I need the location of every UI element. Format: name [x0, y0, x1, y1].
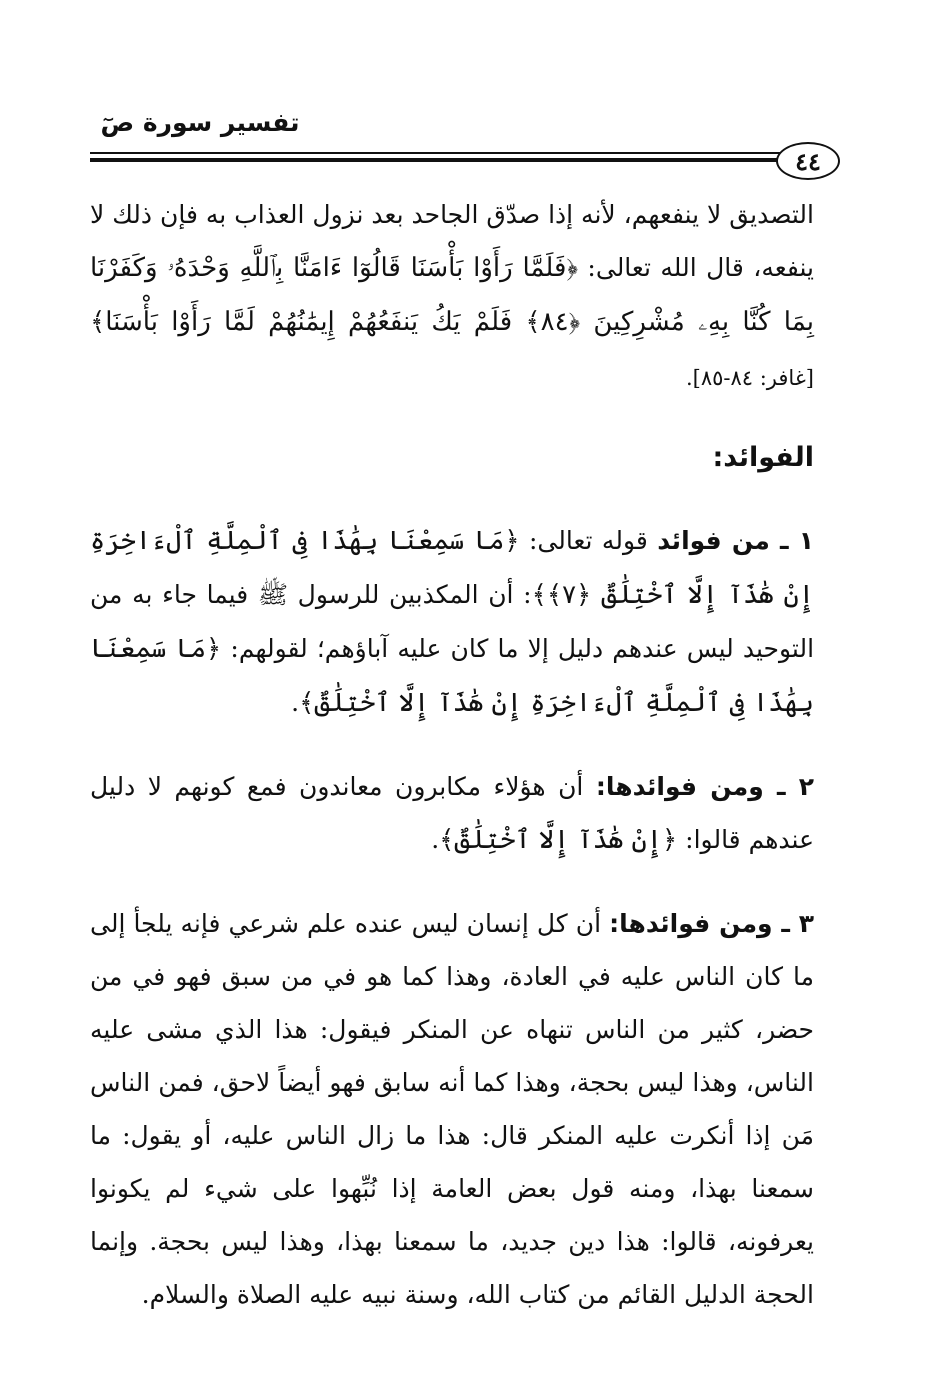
page-number: ٤٤ [776, 142, 840, 180]
header-rule-thick [90, 158, 790, 162]
paragraph-text: . [291, 688, 300, 717]
paragraph-text: أن كل إنسان ليس عنده علم شرعي فإنه يلجأ إلى ما كان الناس عليه في العادة، وهذا كما هو في من سبق فهو في من حضر، كثير من الناس تنهاه عن المنكر فيقول: هذا الذي مشى عليه الناس، وهذا ليس بحجة، وهذا كما أنه سابق فهو أيضاً لاحق، فمن الناس مَن إذا أنكرت عليه المنكر قال: هذا ما زال الناس عليه، أو يقول: ما سمعنا بهذا، ومنه قول بعض العامة إذا نُبِّهوا على شيء لم يكونوا يعرفونه، قالوا: هذا دين جديد، ما سمعنا بهذا، وهذا ليس بحجة. وإنما الحجة الدليل القائم من كتاب الله، وسنة نبيه عليه الصلاة والسلام. [90, 909, 814, 1309]
quran-quote: ﴿فَلَمَّا رَأَوْا بَأْسَنَا قَالُوٓا ءَامَنَّا بِٱللَّهِ وَحْدَهُۥ وَكَفَرْنَا بِمَا كُنَّا بِهِۦ مُشْرِكِينَ ﴿٨٤﴾ فَلَمْ يَكُ يَنفَعُهُمْ إِيمَٰنُهُمْ لَمَّا رَأَوْا بَأْسَنَا﴾ [90, 253, 814, 337]
benefit-3 [90, 897, 814, 1321]
benefit-lead: ٣ ـ ومن فوائدها: [609, 909, 814, 938]
benefit-lead: ١ ـ من فوائد [657, 526, 814, 555]
page-body [90, 188, 814, 1321]
quran-quote: ﴿مَا سَمِعْنَا بِهَٰذَا فِى ٱلْمِلَّةِ ٱلْءَاخِرَةِ إِنْ هَٰذَآ إِلَّا ٱخْتِلَٰقٌ ﴿٧﴾﴾ [90, 526, 814, 610]
benefit-2 [90, 760, 814, 867]
paragraph-text: : أن المكذبين للرسول ﷺ فيما جاء به من التوحيد ليس عندهم دليل إلا ما كان عليه آباؤهم؛ لقولهم: [90, 580, 815, 663]
quran-reference: [غافر: ٨٤-٨٥]. [685, 366, 814, 390]
benefit-1 [90, 514, 814, 730]
quran-quote: ﴿إِنْ هَٰذَآ إِلَّا ٱخْتِلَٰقٌ﴾ [439, 825, 678, 855]
quran-quote: ﴿مَا سَمِعْنَا بِهَٰذَا فِى ٱلْمِلَّةِ ٱلْءَاخِرَةِ إِنْ هَٰذَآ إِلَّا ٱخْتِلَٰقٌ﴾ [90, 634, 814, 718]
paragraph-text: . [431, 825, 440, 854]
paragraph-text: التصديق لا ينفعهم، لأنه إذا صدّق الجاحد بعد نزول العذاب به فإن ذلك لا ينفعه، قال الله تعالى: [90, 200, 814, 282]
paragraph-text: أن هؤلاء مكابرون معاندون فمع كونهم لا دليل عندهم قالوا: [90, 772, 814, 854]
benefit-lead: ٢ ـ ومن فوائدها: [595, 772, 814, 801]
running-title: تفسير سورة صٓ [100, 108, 300, 137]
paragraph-text: قوله تعالى: [519, 526, 658, 555]
paragraph-intro [90, 188, 814, 405]
header-rule-thin [90, 152, 790, 154]
section-heading: الفوائد: [712, 442, 814, 473]
